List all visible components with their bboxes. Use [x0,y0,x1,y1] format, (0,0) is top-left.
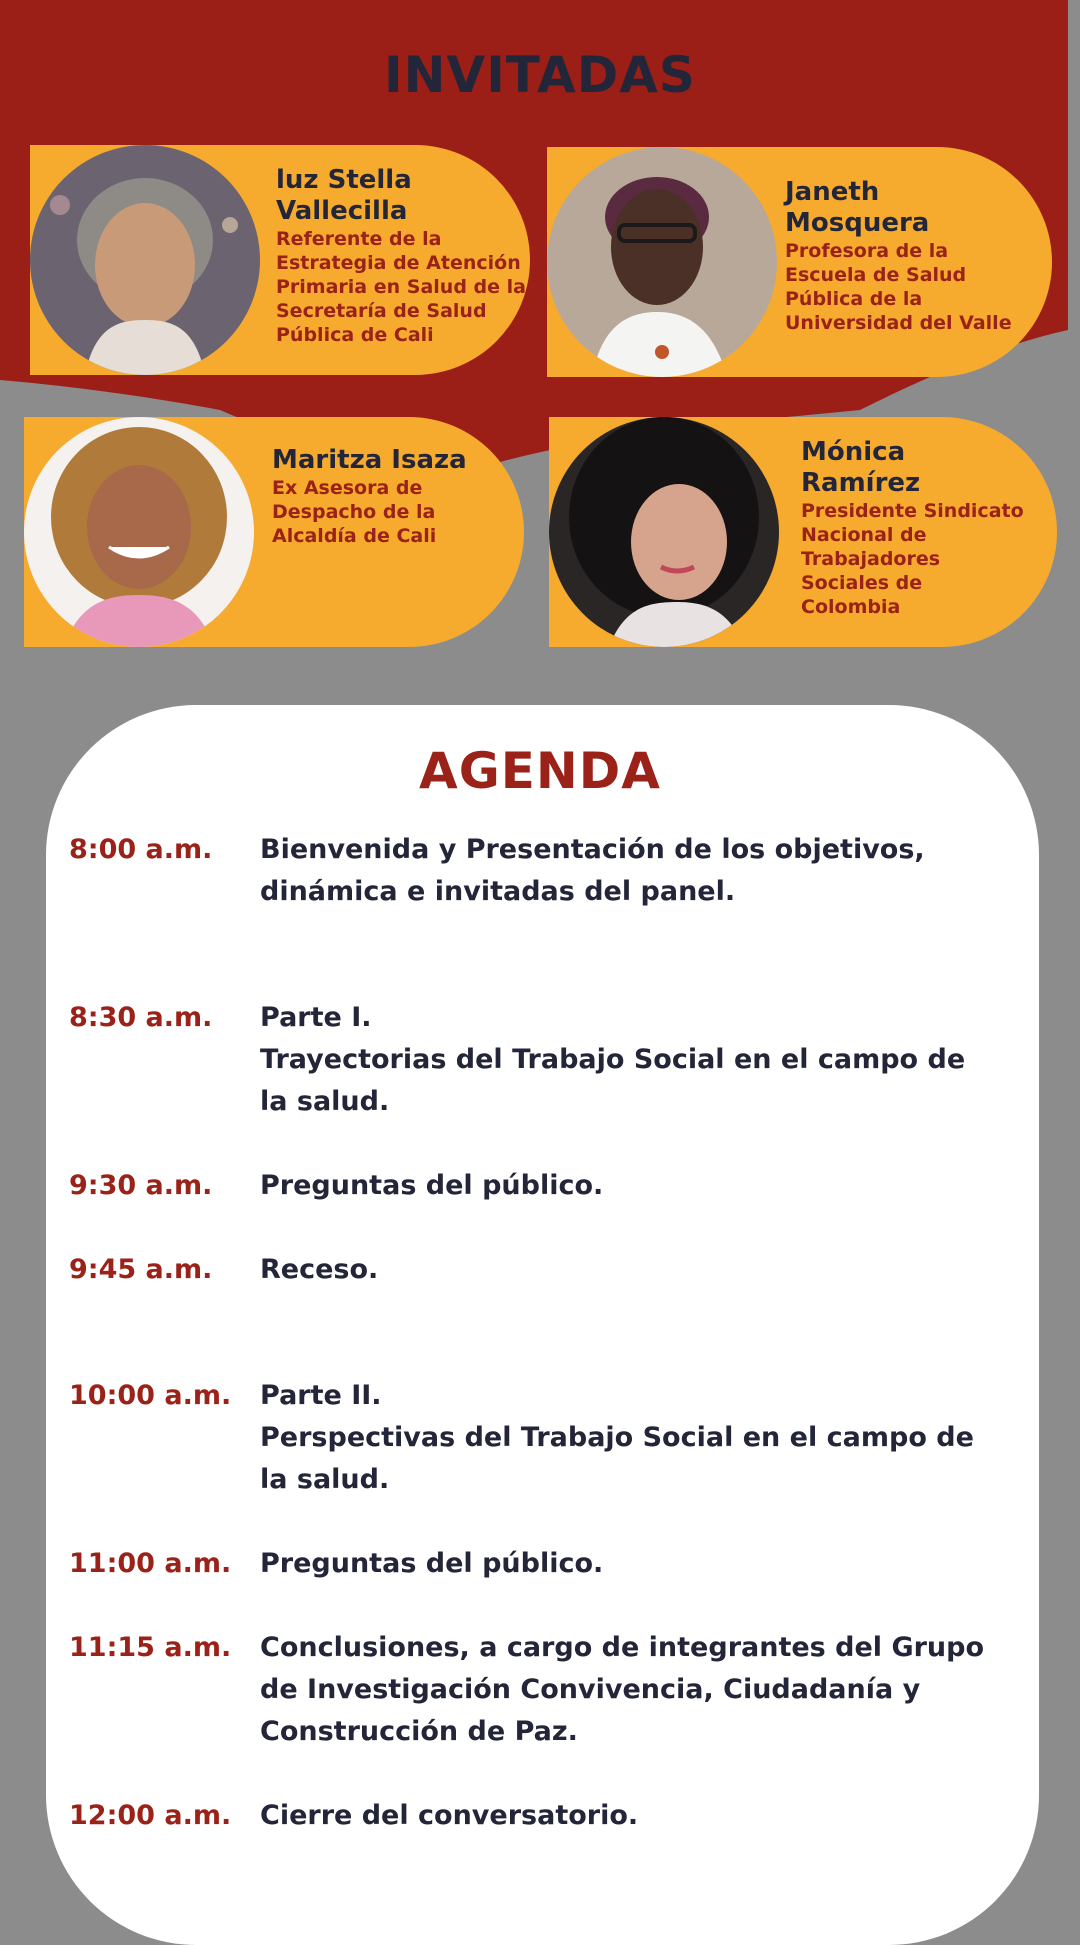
agenda-time: 11:00 a.m. [69,1548,232,1579]
guest-role: Profesora de la Escuela de Salud Pública de la Universidad del Valle [785,240,1012,334]
guest-card [24,417,524,647]
agenda-description: Preguntas del público. [260,1170,604,1201]
agenda-time: 9:45 a.m. [69,1254,213,1285]
agenda-time: 9:30 a.m. [69,1170,213,1201]
agenda-time: 10:00 a.m. [69,1380,232,1411]
guest-photo [24,417,254,647]
guest-card [547,147,1052,377]
guest-name: Janeth Mosquera [785,177,930,238]
guest-info [276,165,526,347]
agenda-time: 11:15 a.m. [69,1632,232,1663]
guest-info [785,177,1050,335]
agenda-description: Bienvenida y Presentación de los objetivos, dinámica e invitadas del panel. [260,834,925,907]
guest-name: Mónica Ramírez [801,437,921,498]
guest-role: Presidente Sindicato Nacional de Trabajadores Sociales de Colombia [801,500,1024,618]
guest-card [30,145,530,375]
guest-photo [549,417,779,647]
guest-photo [30,145,260,375]
agenda-description: Conclusiones, a cargo de integrantes del Grupo de Investigación Convivencia, Ciudadanía y Construcción de Paz. [260,1632,985,1747]
guest-role: Referente de la Estrategia de Atención Primaria en Salud de la Secretaría de Salud Pública de Cali [276,228,526,346]
agenda-description: Preguntas del público. [260,1548,604,1579]
guest-photo [547,147,777,377]
agenda-time: 8:30 a.m. [69,1002,213,1033]
guest-info [272,445,522,548]
invitadas-title: INVITADAS [384,46,696,104]
guest-name: Maritza Isaza [272,445,467,475]
agenda-description: Cierre del conversatorio. [260,1800,639,1831]
guest-info [801,437,1056,619]
agenda-description: Receso. [260,1254,379,1285]
agenda-description: Parte I. Trayectorias del Trabajo Social en el campo de la salud. [260,1002,966,1117]
agenda-description: Parte II. Perspectivas del Trabajo Social en el campo de la salud. [260,1380,974,1495]
agenda-title: AGENDA [419,742,661,800]
guest-role: Ex Asesora de Despacho de la Alcaldía de Cali [272,477,437,547]
guest-name: luz Stella Vallecilla [276,165,412,226]
agenda-time: 8:00 a.m. [69,834,213,865]
guest-card [549,417,1057,647]
agenda-time: 12:00 a.m. [69,1800,232,1831]
